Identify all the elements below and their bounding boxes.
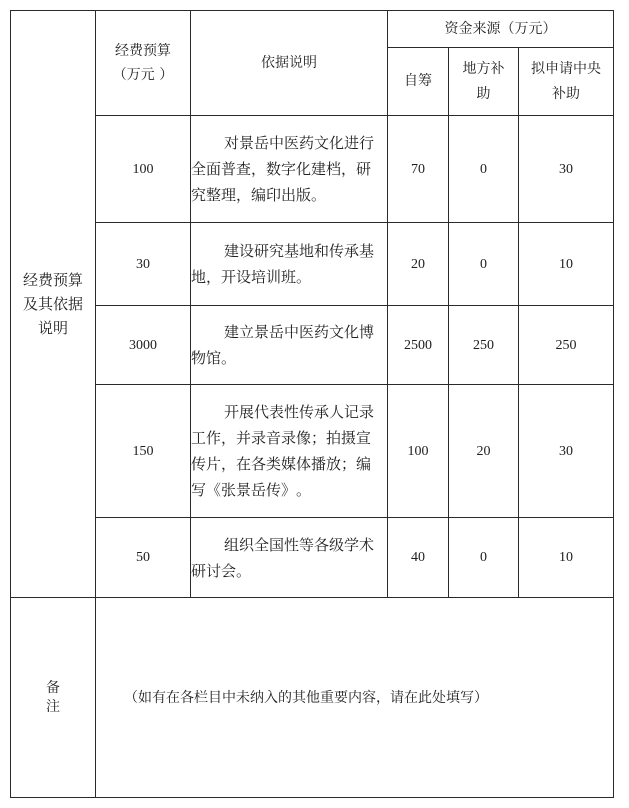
self-raised-cell: 70 <box>388 116 449 223</box>
central-subsidy-header: 拟申请中央补助 <box>531 60 601 102</box>
central-subsidy-cell: 30 <box>519 385 614 518</box>
self-raised-cell: 100 <box>388 385 449 518</box>
central-subsidy-header-cell <box>519 48 614 116</box>
budget-table <box>10 10 614 798</box>
local-subsidy-cell: 0 <box>449 116 519 223</box>
remarks-row <box>11 598 614 798</box>
table-row <box>11 116 614 223</box>
local-subsidy-cell: 20 <box>449 385 519 518</box>
remarks-label: 备注 <box>45 679 60 715</box>
basis-cell <box>191 306 388 385</box>
budget-header-cell <box>96 11 191 116</box>
central-subsidy-cell: 250 <box>519 306 614 385</box>
basis-cell <box>191 116 388 223</box>
table-row <box>11 306 614 385</box>
budget-header-label: 经费预算 <box>115 43 171 59</box>
local-subsidy-cell: 0 <box>449 223 519 306</box>
budget-cell: 100 <box>96 116 191 223</box>
budget-cell: 3000 <box>96 306 191 385</box>
table-body <box>11 11 614 798</box>
basis-header: 依据说明 <box>261 54 317 71</box>
remarks-content-cell <box>96 598 614 798</box>
section-label-cell <box>11 11 96 598</box>
local-subsidy-cell: 250 <box>449 306 519 385</box>
basis-text: 开展代表性传承人记录工作，并录音录像；拍摄宣传片，在各类媒体播放；编写《张景岳传》。 <box>191 403 375 499</box>
central-subsidy-cell: 10 <box>519 518 614 598</box>
local-subsidy-header: 地方补助 <box>462 60 505 102</box>
budget-cell: 30 <box>96 223 191 306</box>
section-label: 经费预算及其依据说明 <box>22 271 83 337</box>
basis-cell <box>191 518 388 598</box>
remarks-label-cell <box>11 598 96 798</box>
budget-header-unit: （万元 ） <box>112 67 174 83</box>
basis-text: 建立景岳中医药文化博物馆。 <box>191 323 375 367</box>
header-row-top <box>11 11 614 48</box>
local-subsidy-cell: 0 <box>449 518 519 598</box>
basis-header-cell <box>191 11 388 116</box>
self-raised-header-cell <box>388 48 449 116</box>
basis-text: 对景岳中医药文化进行全面普查，数字化建档，研究整理，编印出版。 <box>191 134 375 204</box>
self-raised-header: 自筹 <box>404 73 432 89</box>
central-subsidy-cell: 30 <box>519 116 614 223</box>
central-subsidy-cell: 10 <box>519 223 614 306</box>
table-row <box>11 518 614 598</box>
funding-source-header: 资金来源（万元） <box>444 20 557 37</box>
self-raised-cell: 2500 <box>388 306 449 385</box>
basis-cell <box>191 223 388 306</box>
self-raised-cell: 40 <box>388 518 449 598</box>
basis-text: 建设研究基地和传承基地，开设培训班。 <box>191 242 375 286</box>
funding-source-header-cell <box>388 11 614 48</box>
budget-cell: 150 <box>96 385 191 518</box>
table-row <box>11 223 614 306</box>
remarks-instruction: （如有在各栏目中未纳入的其他重要内容，请在此处填写） <box>124 689 488 706</box>
local-subsidy-header-cell <box>449 48 519 116</box>
self-raised-cell: 20 <box>388 223 449 306</box>
budget-cell: 50 <box>96 518 191 598</box>
table-row <box>11 385 614 518</box>
basis-text: 组织全国性等各级学术研讨会。 <box>191 535 375 580</box>
basis-cell <box>191 385 388 518</box>
